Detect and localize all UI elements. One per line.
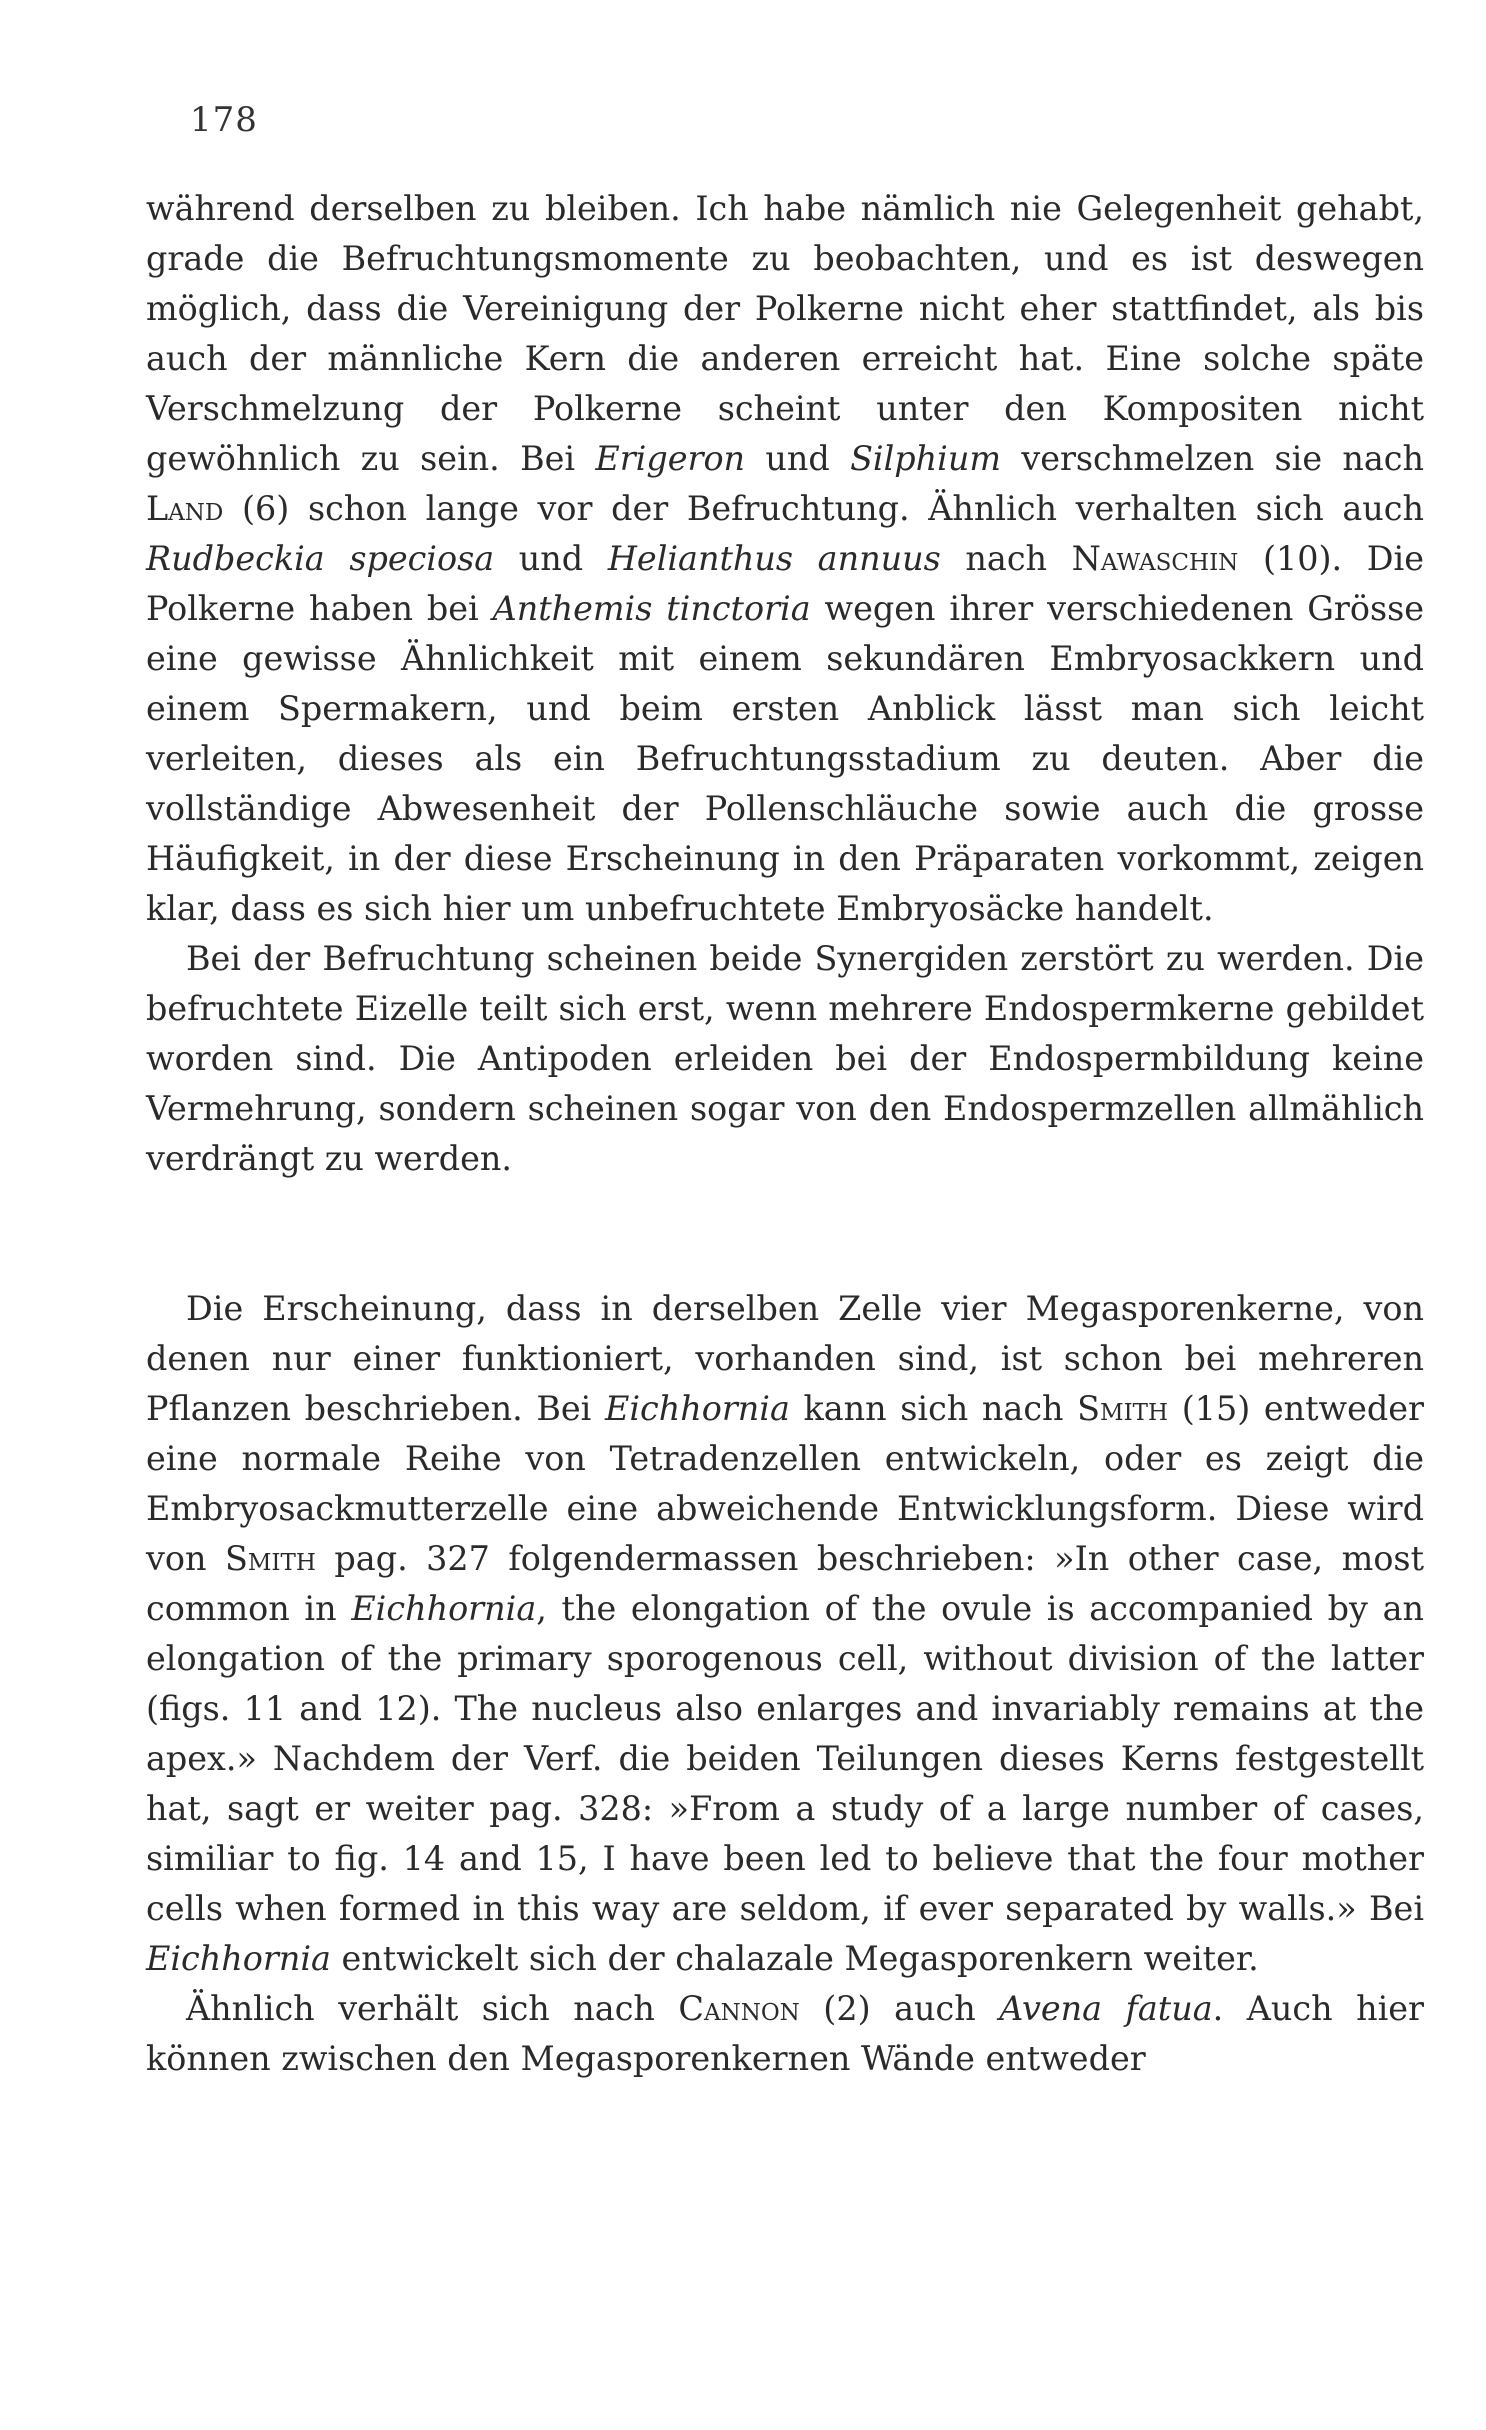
paragraph (146, 1284, 1424, 1984)
text-block-lower (146, 1284, 1424, 2084)
text-run: Ähnlich verhält sich nach (186, 1989, 679, 2028)
text-run: (15) entweder eine normale Reihe von Tetradenzellen entwickeln, oder es zeigt die Embryosackmutterzelle eine abweichende Entwicklungsform. Diese wird von (146, 1389, 1424, 1578)
author-name: Smith (1077, 1389, 1169, 1428)
italic-term: Avena fatua (999, 1989, 1213, 2028)
page-number: 178 (190, 100, 258, 140)
text-run: . Auch hier können zwischen den Megasporenkernen Wände entweder (146, 1989, 1424, 2078)
italic-term: Helianthus annuus (607, 539, 941, 578)
italic-term: Silphium (850, 439, 1002, 478)
text-run: kann sich nach (789, 1389, 1078, 1428)
text-run: entwickelt sich der chalazale Megasporenkern weiter. (330, 1939, 1259, 1978)
text-run: (6) schon lange vor der Befruchtung. Ähnlich verhalten sich auch (223, 489, 1424, 528)
text-run: Bei der Befruchtung scheinen beide Synergiden zerstört zu werden. Die befruchtete Eizelle teilt sich erst, wenn mehrere Endospermkerne gebildet worden sind. Die Antipoden erleiden bei der Endospermbildung keine Vermehrung, sondern scheinen sogar von den Endospermzellen allmählich verdrängt zu werden. (146, 939, 1424, 1178)
text-run: und (494, 539, 608, 578)
text-run: pag. 327 folgendermassen beschrieben: »In other case, most common in (146, 1539, 1424, 1628)
author-name: Nawaschin (1071, 539, 1239, 578)
italic-term: Erigeron (595, 439, 746, 478)
text-run: und (745, 439, 851, 478)
author-name: Land (146, 489, 224, 528)
italic-term: Rudbeckia speciosa (146, 539, 495, 578)
italic-term: Eichhornia (351, 1589, 537, 1628)
italic-term: Eichhornia (146, 1939, 331, 1978)
italic-term: Eichhornia (604, 1389, 790, 1428)
text-block-upper (146, 184, 1424, 1184)
author-name: Smith (224, 1539, 316, 1578)
text-run: während derselben zu bleiben. Ich habe nämlich nie Gelegenheit gehabt, grade die Befruchtungsmomente zu beobachten, und es ist deswegen möglich, dass die Vereinigung der Polkerne nicht eher stattfindet, als bis auch der männliche Kern die anderen erreicht hat. Eine solche späte Verschmelzung der Polkerne scheint unter den Kompositen nicht gewöhnlich zu sein. Bei (146, 189, 1424, 478)
text-run: wegen ihrer verschiedenen Grösse eine gewisse Ähnlichkeit mit einem sekundären Embryosackkern und einem Spermakern, und beim ersten Anblick lässt man sich leicht verleiten, dieses als ein Befruchtungsstadium zu deuten. Aber die vollständige Abwesenheit der Pollenschläuche sowie auch die grosse Häufigkeit, in der diese Erscheinung in den Präparaten vorkommt, zeigen klar, dass es sich hier um unbefruchtete Embryosäcke handelt. (146, 589, 1424, 928)
text-run: Die Erscheinung, dass in derselben Zelle vier Megasporenkerne, von denen nur einer funktioniert, vorhanden sind, ist schon bei mehreren Pflanzen beschrieben. Bei (146, 1289, 1424, 1428)
text-run: verschmelzen sie nach (1001, 439, 1424, 478)
paragraph (146, 184, 1424, 934)
paragraph (146, 934, 1424, 1184)
text-run: , the elongation of the ovule is accompanied by an elongation of the primary sporogenous cell, without division of the latter (figs. 11 and 12). The nucleus also enlarges and invariably remains at the apex.» Nachdem der Verf. die beiden Teilungen dieses Kerns festgestellt hat, sagt er weiter pag. 328: »From a study of a large number of cases, similiar to fig. 14 and 15, I have been led to believe that the four mother cells when formed in this way are seldom, if ever separated by walls.» Bei (146, 1589, 1424, 1928)
paragraph (146, 1984, 1424, 2084)
italic-term: Anthemis tinctoria (492, 589, 811, 628)
author-name: Cannon (678, 1989, 800, 2028)
text-run: (10). Die Polkerne haben bei (146, 539, 1424, 628)
text-run: nach (940, 539, 1072, 578)
text-run: (2) auch (799, 1989, 1000, 2028)
